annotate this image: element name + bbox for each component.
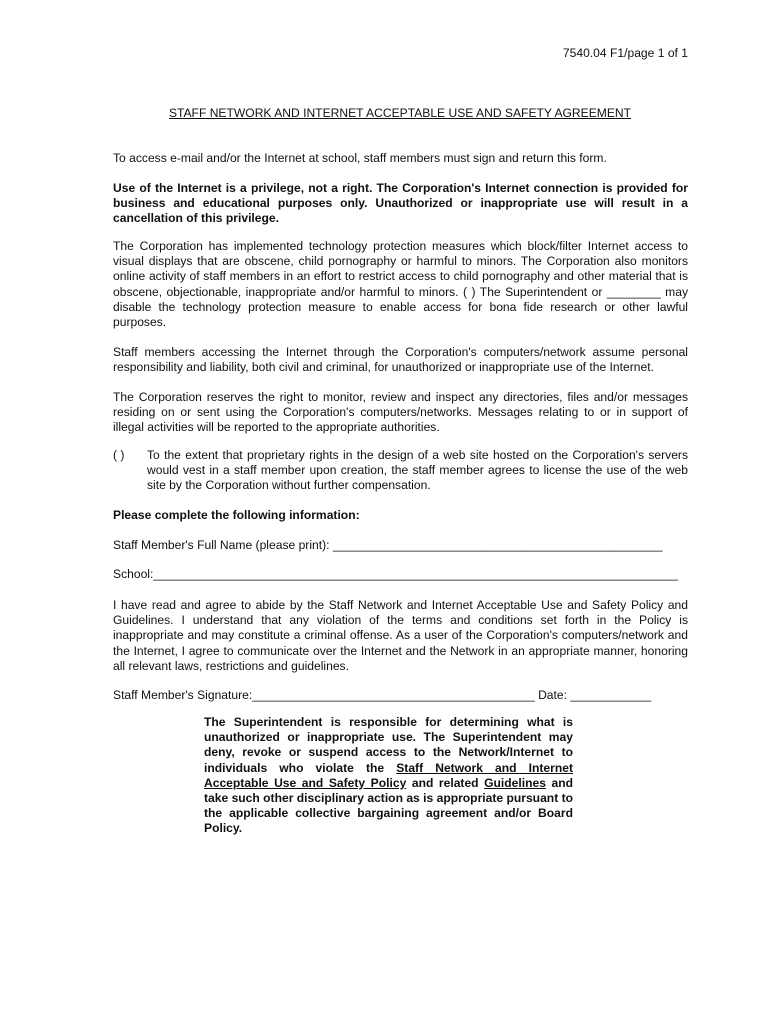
- note-text-2: and related: [406, 775, 485, 790]
- full-name-field[interactable]: Staff Member's Full Name (please print): _________________________________________________: [113, 538, 663, 552]
- privilege-paragraph: Use of the Internet is a privilege, not a right. The Corporation's Internet connection is provided for business and educational purposes only. Unauthorized or inappropriate use will result in a cancellation of this privilege.: [113, 181, 688, 226]
- superintendent-note: [204, 715, 573, 837]
- protection-paragraph: The Corporation has implemented technology protection measures which block/filter Internet access to visual displays that are obscene, child pornography or harmful to minors. The Corporation also monitors online activity of staff members in an effort to restrict access to child pornography and other material that is obscene, objectionable, inappropriate and/or harmful to minors. ( ) The Superintendent or ________ may disable the technology protection measure to enable access for bona fide research or other lawful purposes.: [113, 239, 688, 330]
- website-paragraph: To the extent that proprietary rights in the design of a web site hosted on the Corporation's servers would vest in a staff member upon creation, the staff member agrees to license the use of the web site by the Corporation without further compensation.: [147, 448, 688, 493]
- document-title: STAFF NETWORK AND INTERNET ACCEPTABLE USE AND SAFETY AGREEMENT: [168, 106, 632, 120]
- agreement-paragraph: I have read and agree to abide by the Staff Network and Internet Acceptable Use and Safety Policy and Guidelines. I understand that any violation of the terms and conditions set forth in the Policy is inappropriate and may constitute a criminal offense. As a user of the Corporation's computers/network and the Internet, I agree to communicate over the Internet and the Network in an appropriate manner, honoring all relevant laws, restrictions and guidelines.: [113, 598, 688, 673]
- guidelines-reference: Guidelines: [484, 775, 546, 790]
- signature-date-field[interactable]: Staff Member's Signature:__________________________________________ Date: ____________: [113, 688, 652, 702]
- website-clause: [113, 448, 688, 494]
- liability-paragraph: Staff members accessing the Internet through the Corporation's computers/network assume personal responsibility and liability, both civil and criminal, for unauthorized or inappropriate use of the Internet.: [113, 345, 688, 375]
- policy-reference: Staff Network and Internet Acceptable Use and Safety Policy: [204, 760, 573, 790]
- website-checkbox-mark: ( ): [113, 448, 125, 462]
- complete-info-heading: Please complete the following information:: [113, 508, 360, 522]
- note-text-3: and take such other disciplinary action as is appropriate pursuant to the applicable collective bargaining agreement and/or Board Policy.: [204, 775, 573, 836]
- school-field[interactable]: School:______________________________________________________________________________: [113, 567, 678, 581]
- page-reference: 7540.04 F1/page 1 of 1: [562, 46, 688, 60]
- note-text-1: The Superintendent is responsible for determining what is unauthorized or inappropriate use. The Superintendent may deny, revoke or suspend access to the Network/Internet to individuals who violate the: [204, 715, 573, 775]
- intro-paragraph: To access e-mail and/or the Internet at school, staff members must sign and return this form.: [113, 151, 607, 165]
- reserves-paragraph: The Corporation reserves the right to monitor, review and inspect any directories, files and/or messages residing on or sent using the Corporation's computers/networks. Messages relating to or in support of illegal activities will be reported to the appropriate authorities.: [113, 390, 688, 435]
